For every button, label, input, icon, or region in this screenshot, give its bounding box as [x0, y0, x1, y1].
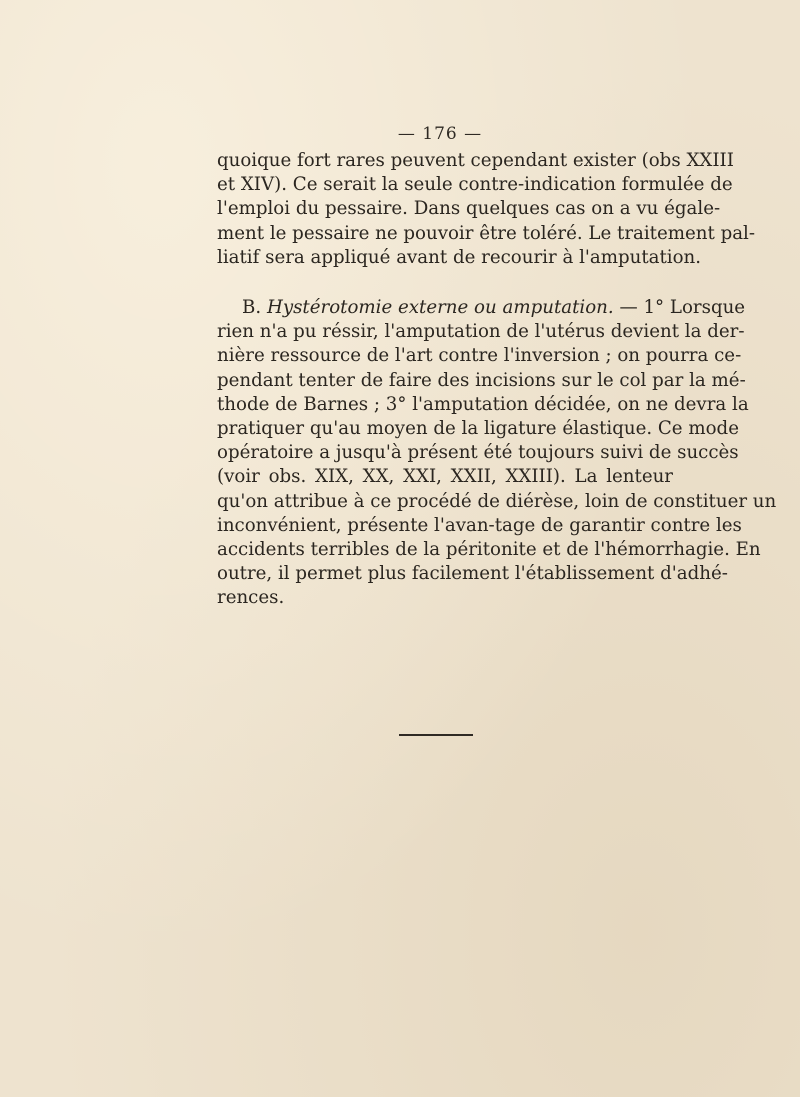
- text-line: ment le pessaire ne pouvoir être toléré. Le traitement pal-: [217, 222, 756, 244]
- text-line: et XIV). Ce serait la seule contre-indication formulée de: [217, 174, 733, 196]
- heading-line-rest: — 1° Lorsque: [619, 297, 746, 318]
- text-line: quoique fort rares peuvent cependant exister (obs XXIII: [217, 150, 734, 171]
- text-line: (voir obs. XIX, XX, XXI, XXII, XXIII). La lenteur: [217, 466, 673, 488]
- closing-rule: [399, 734, 473, 736]
- text-line: outre, il permet plus facilement l'établissement d'adhé-: [217, 563, 728, 585]
- text-line: pendant tenter de faire des incisions sur le col par la mé-: [217, 369, 746, 391]
- text-line: pratiquer qu'au moyen de la ligature élastique. Ce mode: [217, 417, 739, 439]
- section-heading: Hystérotomie externe ou amputation.: [266, 297, 614, 318]
- text-line: rien n'a pu réssir, l'amputation de l'utérus devient la der-: [217, 321, 745, 343]
- text-line: l'emploi du pessaire. Dans quelques cas on a vu égale-: [217, 198, 721, 220]
- section-label: B.: [242, 297, 262, 318]
- page-number: — 176 —: [397, 124, 483, 144]
- text-line: accidents terribles de la péritonite et de l'hémorrhagie. En: [217, 538, 761, 560]
- paragraph-contraindications: [217, 149, 756, 270]
- text-line: nière ressource de l'art contre l'inversion ; on pourra ce-: [217, 345, 742, 367]
- text-line: thode de Barnes ; 3° l'amputation décidée, on ne devra la: [217, 393, 749, 415]
- text-line: rences.: [217, 587, 285, 609]
- text-line: liatif sera appliqué avant de recourir à l'amputation.: [217, 246, 702, 268]
- text-line: qu'on attribue à ce procédé de diérèse, loin de constituer un: [217, 490, 777, 512]
- text-line: opératoire a jusqu'à présent été toujours suivi de succès: [217, 442, 739, 464]
- text-line: inconvénient, présente l'avan-tage de garantir contre les: [217, 514, 742, 536]
- section-heading-line: [217, 296, 746, 320]
- paragraph-hysterotomy: [217, 296, 777, 610]
